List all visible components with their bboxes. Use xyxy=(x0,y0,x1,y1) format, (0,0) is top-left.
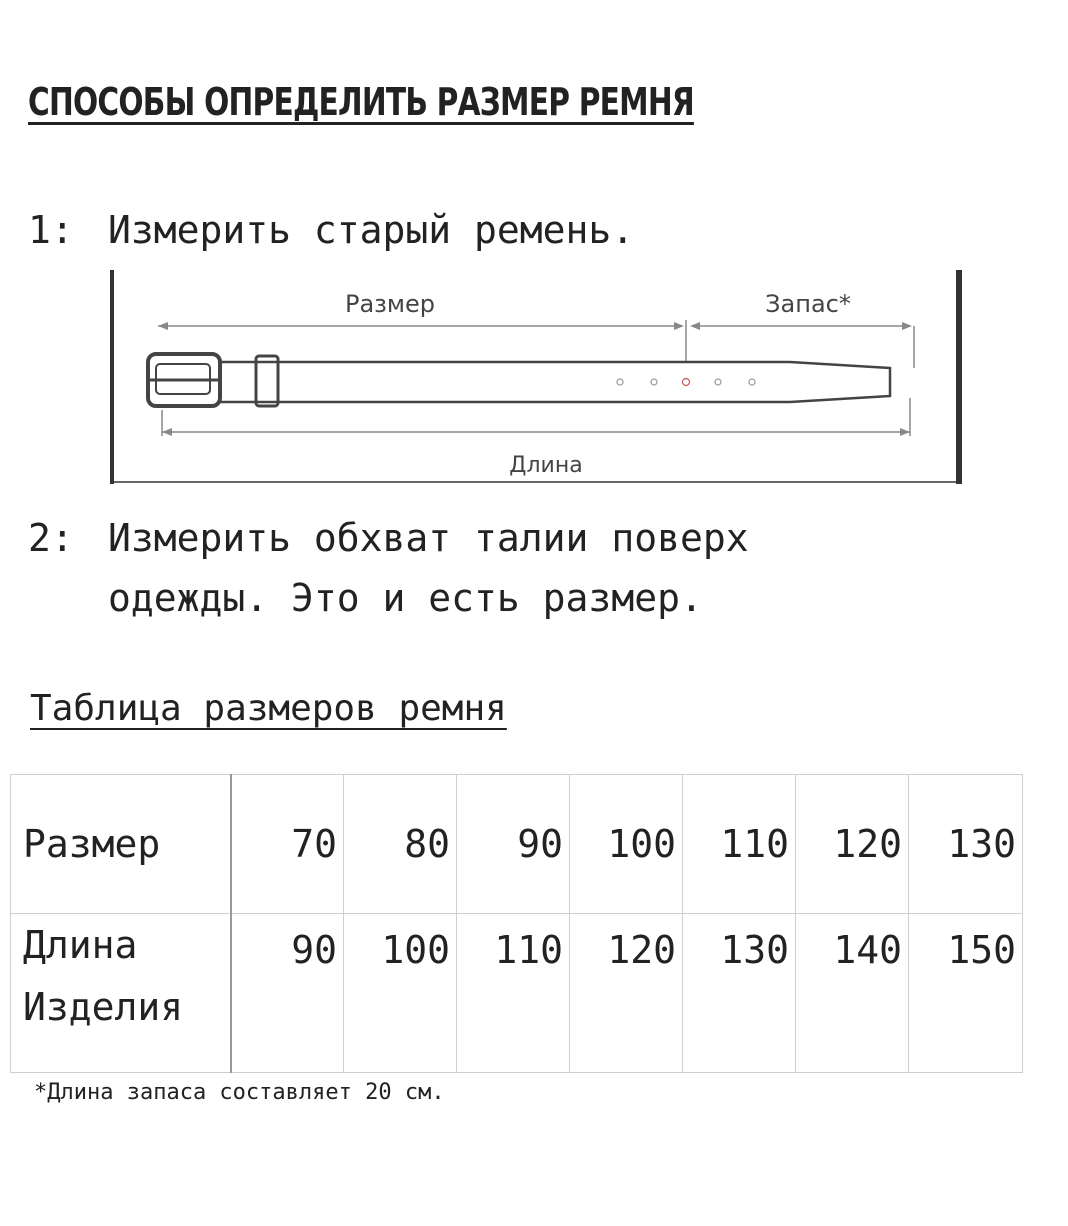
table-cell: 110 xyxy=(457,914,570,1073)
table-cell: 120 xyxy=(570,914,683,1073)
size-table xyxy=(10,774,1023,1073)
size-label: Размер xyxy=(344,290,436,318)
row-label-length xyxy=(11,914,231,1073)
row-label-size: Размер xyxy=(11,775,231,914)
table-cell: 90 xyxy=(231,914,344,1073)
table-row-size xyxy=(11,775,1023,914)
length-label: Длина xyxy=(509,453,583,478)
step-2-line1: Измерить обхват талии поверх xyxy=(108,516,749,560)
table-cell: 150 xyxy=(909,914,1023,1073)
row-label-length-line2: Изделия xyxy=(23,985,184,1029)
belt-diagram xyxy=(110,270,962,484)
page-title: СПОСОБЫ ОПРЕДЕЛИТЬ РАЗМЕР РЕМНЯ xyxy=(28,80,694,124)
table-cell: 100 xyxy=(570,775,683,914)
reserve-label: Запас* xyxy=(765,290,851,318)
table-cell: 100 xyxy=(344,914,457,1073)
footnote: *Длина запаса составляет 20 см. xyxy=(34,1080,445,1105)
table-cell: 90 xyxy=(457,775,570,914)
length-arrow xyxy=(162,398,910,436)
step-1-text: Измерить старый ремень. xyxy=(108,208,635,252)
table-title: Таблица размеров ремня xyxy=(30,688,507,729)
table-cell: 70 xyxy=(231,775,344,914)
table-cell: 80 xyxy=(344,775,457,914)
belt-icon xyxy=(148,354,890,406)
table-row-length xyxy=(11,914,1023,1073)
step-2-line2: одежды. Это и есть размер. xyxy=(108,576,703,620)
row-label-length-line1: Длина xyxy=(23,923,138,967)
table-cell: 140 xyxy=(796,914,909,1073)
diagram-right-border xyxy=(956,270,962,484)
step-1 xyxy=(28,208,634,252)
step-1-number: 1: xyxy=(28,208,74,252)
table-cell: 130 xyxy=(909,775,1023,914)
table-cell: 120 xyxy=(796,775,909,914)
step-2 xyxy=(28,508,749,628)
step-2-number: 2: xyxy=(28,516,74,560)
table-cell: 110 xyxy=(683,775,796,914)
table-cell: 130 xyxy=(683,914,796,1073)
diagram-left-border xyxy=(110,270,114,484)
